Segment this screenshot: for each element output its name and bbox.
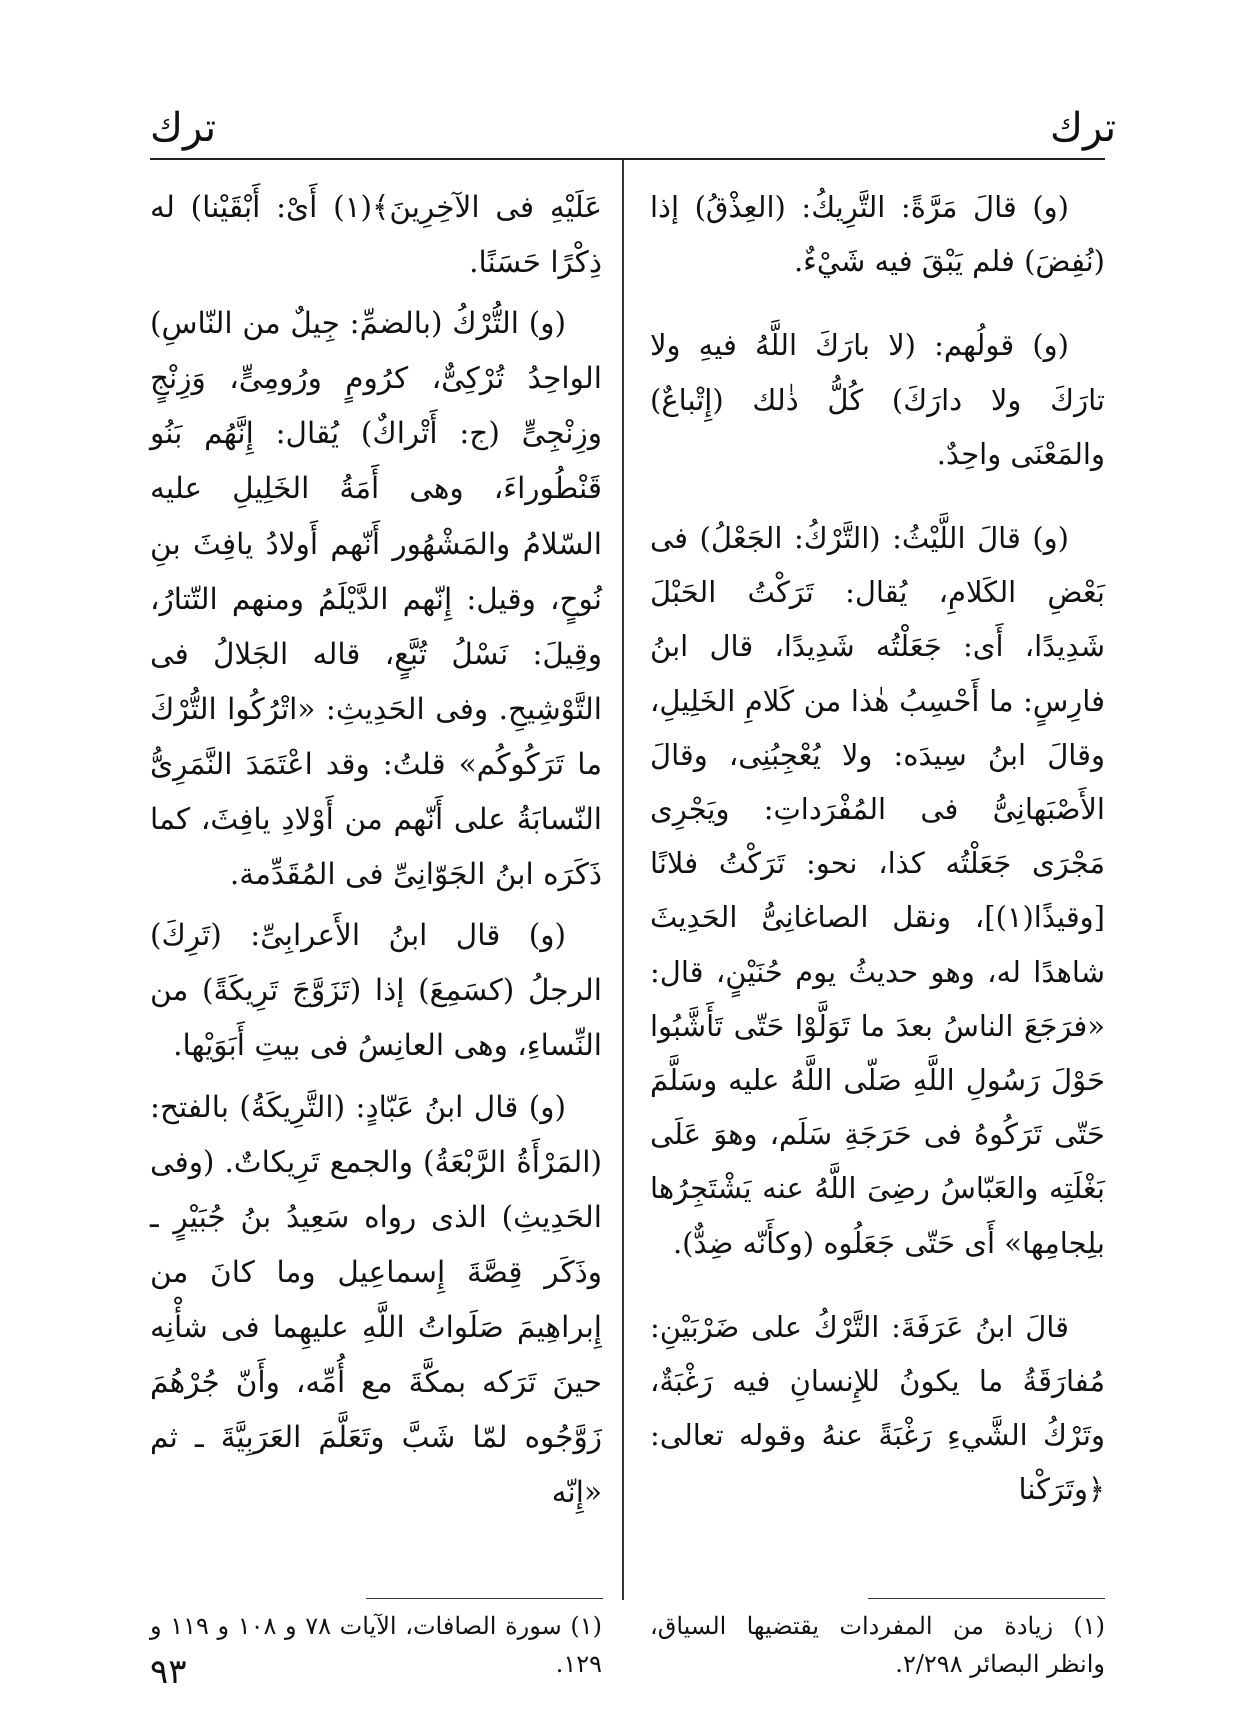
paragraph: قالَ ابنُ عَرَفَةَ: التَّرْكُ على ضَرْبَيْنِ: مُفارَقَةُ ما يكونُ للإِنسانِ فيه رَغْبَةٌ، وتَرْكُ الشَّيءِ رَغْبَةً عنهُ وقوله تعالى: ﴿وتَرَكْنا [650,1309,1105,1507]
paragraph: (و) قولُهم: (لا بارَكَ اللَّهُ فيهِ ولا تارَكَ ولا دارَكَ) كُلُّ ذٰلك (إِتْباعٌ) والمَعْنَى واحِدٌ. [650,328,1105,471]
paragraph: (و) قال ابنُ الأَعرابِىِّ: (تَرِكَ) الرجلُ (كسَمِعَ) إذا (تَزَوَّجَ تَرِيكَةً) من النِّساءِ، وهى العانِسُ فى بيتِ أَبَوَيْها. [150,918,602,1063]
paragraph: (و) قالَ مَرَّةً: التَّرِيكُ: (العِذْقُ) إذا (نُفِضَ) فلم يَبْقَ فيه شَيْءٌ. [650,190,1105,279]
right-column [650,180,1105,1517]
paragraph: (و) التُّرْكُ (بالضمِّ: جِيلٌ من النّاسِ) الواحِدُ تُرْكِىٌّ، كرُومٍ ورُومِىٍّ، وَزِنْجٍ وزِنْجِىٍّ (ج: أَتْراكٌ) يُقال: إِنَّهُم بَنُو قَنْطُوراءَ، وهى أَمَةُ الخَلِيلِ عليه السّلامُ والمَشْهُور أَنّهم أَولادُ يافِثَ بنِ نُوحٍ، وقيل: إِنّهم الدَّيْلَمُ ومنهم التّتارُ، وقِيلَ: نَسْلُ تُبَّعٍ، قاله الجَلالُ فى التَّوْشِيحِ. وفى الحَدِيثِ: «اتْرُكُوا التُّرْكَ ما تَرَكُوكُم» قلتُ: وقد اعْتَمَدَ النَّمَرِىُّ النّسابَةُ على أَنّهم من أَوْلادِ يافِثَ، كما ذَكَرَه ابنُ الجَوّانِىِّ فى المُقَدِّمة. [150,306,602,892]
left-column [150,180,602,1520]
paragraph: (و) قال ابنُ عَبّادٍ: (التَّرِيكَةُ) بالفتح: (المَرْأَةُ الرَّبْعَةُ) والجمع تَرِيكاتٌ. (وفى الحَدِيثِ) الذى رواه سَعِيدُ بنُ جُبَيْرٍ ـ وذَكَر قِصَّةَ إِسماعِيل وما كانَ من إِبراهِيمَ صَلَواتُ اللَّهِ عليهِما فى شأْنِه حينَ تَرَكه بمكَّةَ مع أُمِّه، وأَنّ جُرْهُمَ زَوَّجُوه لمّا شَبَّ وتَعَلَّمَ العَرَبِيَّةَ ـ ثم «إِنّه [150,1089,602,1510]
page-number: ٩٣ [150,1652,187,1692]
footnote-rule-left [366,1598,603,1599]
column-divider [622,160,624,1600]
footnote-right: (١) زيادة من المفردات يقتضيها السياق، وانظر البصائر ٢/٢٩٨. [650,1612,1105,1678]
header-word-left: ترك [150,105,217,151]
footnote-rule-right [868,1598,1105,1599]
paragraph: (و) قالَ اللَّيْثُ: (التَّرْكُ: الجَعْلُ) فى بَعْضِ الكَلامِ، يُقال: تَرَكْتُ الحَبْلَ شَدِيدًا، أَى: جَعَلْتُه شَدِيدًا، قال ابنُ فارِسٍ: ما أَحْسِبُ هٰذا من كَلامِ الخَلِيلِ، وقالَ ابنُ سِيدَه: ولا يُعْجِبُنِى، وقالَ الأَصْبَهانِىُّ فى المُفْرَداتِ: ويَجْرِى مَجْرَى جَعَلْتُه كذا، نحو: تَرَكْتُ فلانًا [وقيذًا(١)]، ونقل الصاغانِىُّ الحَدِيثَ شاهدًا له، وهو حديثُ يوم حُنَيْنٍ، قال: «فرَجَعَ الناسُ بعدَ ما تَوَلَّوْا حَتّى تَأَشَّبُوا حَوْلَ رَسُولِ اللَّهِ صَلّى اللَّهُ عليه وسَلَّمَ حَتّى تَرَكُوهُ فى حَرَجَةِ سَلَم، وهوَ عَلَى بَغْلَتِه والعَبّاسُ رضِىَ اللَّهُ عنه يَشْتَجِرُها بلِجامِها» أَى حَتّى جَعَلُوه (وكأَنّه ضِدٌّ). [650,521,1105,1260]
header-word-right: ترك [1050,105,1117,151]
header-rule [150,158,1105,160]
footnote-left: (١) سورة الصافات، الآيات ٧٨ و ١٠٨ و ١١٩ و ١٢٩. [150,1612,602,1678]
paragraph: عَلَيْهِ فى الآخِرِينَ﴾(١) أَىْ: أَبْقَيْنا) له ذِكْرًا حَسَنًا. [150,190,602,280]
